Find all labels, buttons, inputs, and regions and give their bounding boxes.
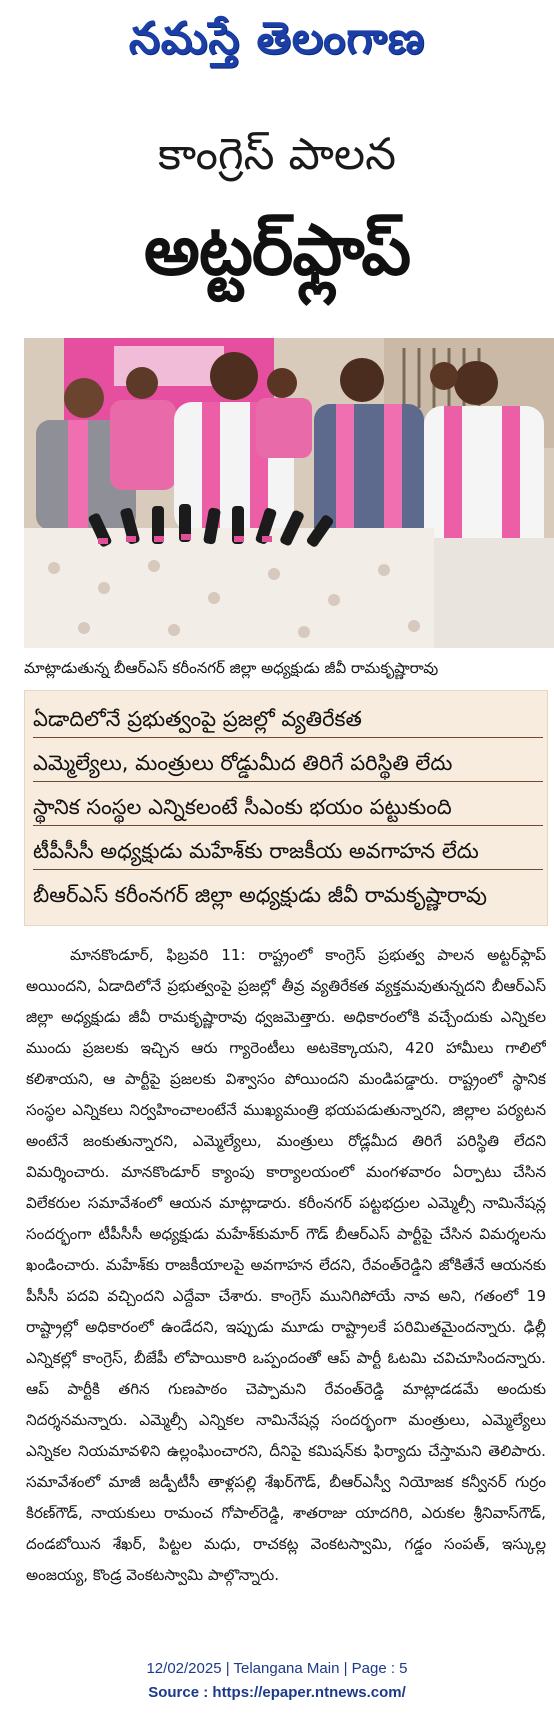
- masthead-title: నమస్తే తెలంగాణ: [128, 13, 426, 64]
- headline-line-2: అట్టర్‌ఫ్లాప్: [143, 209, 411, 291]
- highlight-line: ఏడాదిలోనే ప్రభుత్వంపై ప్రజల్లో వ్యతిరేకత: [33, 701, 543, 738]
- footer-dateline: 12/02/2025 | Telangana Main | Page : 5: [146, 1660, 408, 1677]
- highlight-line: బీఆర్ఎస్ కరీంనగర్ జిల్లా అధ్యక్షుడు జీవీ రామకృష్ణారావు: [33, 883, 487, 907]
- highlight-line: స్థానిక సంస్థల ఎన్నికలంటే సీఎంకు భయం పట్టుకుంది: [33, 789, 543, 826]
- highlight-line: టీపీసీసీ అధ్యక్షుడు మహేశ్‌కు రాజకీయ అవగాహన లేదు: [33, 833, 543, 870]
- news-photo: [24, 338, 554, 648]
- highlights-box: [24, 690, 548, 926]
- footer-source: Source : https://epaper.ntnews.com/: [148, 1684, 406, 1701]
- headline-line-1: కాంగ్రెస్ పాలన: [158, 129, 396, 180]
- press-meet-illustration: [24, 338, 554, 648]
- highlight-line: ఎమ్మెల్యేలు, మంత్రులు రోడ్డుమీద తిరిగే పరిస్థితి లేదు: [33, 745, 543, 782]
- article-body: [26, 940, 546, 1630]
- photo-caption: మాట్లాడుతున్న బీఆర్ఎస్ కరీంనగర్ జిల్లా అధ్యక్షుడు జీవీ రామకృష్ణారావు: [24, 659, 439, 677]
- article-text: మానకొండూర్, ఫిబ్రవరి 11: రాష్ట్రంలో కాంగ్రెస్ ప్రభుత్వ పాలన అట్టర్‌ఫ్లాప్ అయిందని, ఏడాదిలోనే ప్రభుత్వంపై ప్రజల్లో తీవ్ర వ్యతిరేకత వ్యక్తమవుతున్నదని బీఆర్ఎస్ జిల్లా అధ్యక్షుడు జీవీ రామకృష్ణారావు ధ్వజమెత్తారు. అధికారంలోకి వచ్చేందుకు ఎన్నికల ముందు ప్రజలకు ఇచ్చిన ఆరు గ్యారెంటీలు అటకెక్కాయని, 420 హామీలు గాలిలో కలిశాయని, ఆ పార్టీపై ప్రజలకు విశ్వాసం పోయిందని మండిపడ్డారు. రాష్ట్రంలో స్థానిక సంస్థల ఎన్నికలు నిర్వహించాలంటేనే ముఖ్యమంత్రి భయపడుతున్నారని, జిల్లాల పర్యటన అంటేనే జంకుతున్నారని, ఎమ్మెల్యేలు, మంత్రులు రోడ్లమీద తిరిగే పరిస్థితి లేదని విమర్శించారు. మానకొండూర్ క్యాంపు కార్యాలయంలో మంగళవారం ఏర్పాటు చేసిన విలేకరుల సమావేశంలో ఆయన మాట్లాడారు. కరీంనగర్ పట్టభద్రుల ఎమ్మెల్సీ నామినేషన్ల సందర్భంగా టీపీసీసీ అధ్యక్షుడు మహేశ్‌కుమార్ గౌడ్ బీఆర్ఎస్ పార్టీపై చేసిన విమర్శలను ఖండించారు. మహేశ్‌కు రాజకీయాలపై అవగాహన లేదని, రేవంత్‌రెడ్డిని జోకితేనే ఆయనకు పీసీసీ పదవి వచ్చిందని ఎద్దేవా చేశారు. కాంగ్రెస్ మునిగిపోయే నావ అని, గతంలో 19 రాష్ట్రాల్లో అధికారంలో ఉండేదని, ఇప్పుడు మూడు రాష్ట్రాలకే పరిమితమైందన్నారు. ఢిల్లీ ఎన్నికల్లో కాంగ్రెస్, బీజేపీ లోపాయికారి ఒప్పందంతో ఆప్ పార్టీ ఓటమి చవిచూసిందన్నారు. ఆప్ పార్టీకి తగిన గుణపాఠం చెప్పామని రేవంత్‌రెడ్డి మాట్లాడడమే అందుకు నిదర్శనమన్నారు. ఎమ్మెల్సీ ఎన్నికల నామినేషన్ల సందర్భంగా మంత్రులు, ఎమ్మెల్యేలు ఎన్నికల నియమావళిని ఉల్లంఘించారని, దీనిపై కమిషన్‌కు ఫిర్యాదు చేస్తామని తెలిపారు. సమావేశంలో మాజీ జడ్పీటీసీ తాళ్లపల్లి శేఖర్‌గౌడ్, బీఆర్ఎస్వీ నియోజక కన్వీనర్ గుర్రం కిరణ్‌గౌడ్, నాయకులు రామంచ గోపాల్‌రెడ్డి, శాతరాజు యాదగిరి, ఎరుకల శ్రీనివాస్‌గౌడ్, దండబోయిన శేఖర్, పిట్టల మధు, రాచకట్ల వెంకటస్వామి, గడ్డం సంపత్, ఇస్కుల్ల అంజయ్య, కొండ్ర వెంకటస్వామి పాల్గొన్నారు.: [26, 946, 546, 1584]
